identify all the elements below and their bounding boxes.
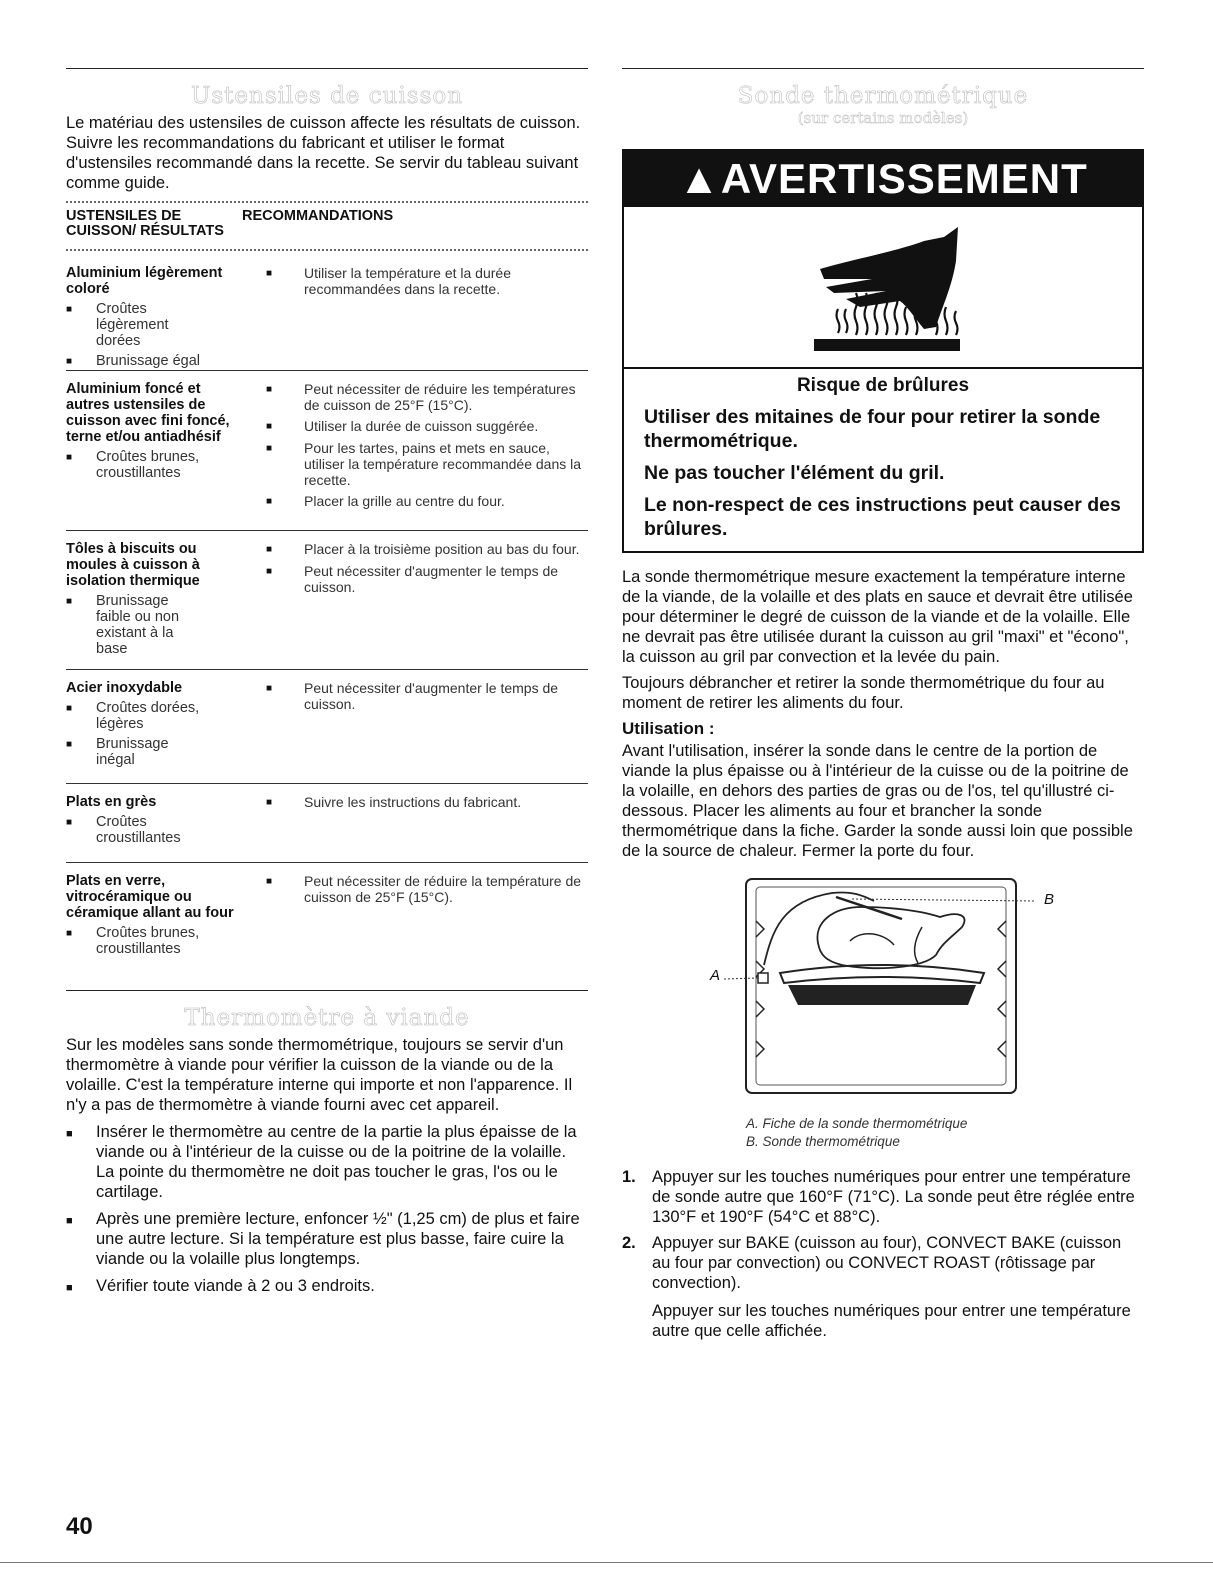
page-number: 40	[66, 1513, 93, 1540]
recommendation-text: ■ Peut nécessiter d'augmenter le temps de cuisson.	[304, 680, 559, 712]
list-item	[66, 1276, 588, 1298]
recommendation-item	[266, 440, 588, 488]
result-text: ■ Croûtes brunes, croustillantes	[96, 925, 200, 957]
recommendation-item	[266, 265, 588, 297]
list-item	[622, 1167, 1144, 1227]
table-cell-material	[66, 873, 266, 981]
result-item	[66, 814, 266, 846]
burn-hazard-pictogram	[624, 207, 1142, 369]
table-cell-material	[66, 680, 266, 774]
recommendation-item	[266, 794, 588, 811]
table-header	[66, 203, 588, 247]
warning-line: Ne pas toucher l'élément du gril.	[644, 462, 945, 484]
material-name: Plats en grès	[66, 794, 157, 810]
result-item	[66, 449, 266, 481]
list-item-continuation	[622, 1301, 1144, 1341]
figure-label-b: B	[1044, 891, 1055, 908]
result-item	[66, 593, 266, 657]
list-item	[622, 1233, 1144, 1293]
hand-over-heat-icon	[624, 207, 1142, 367]
result-text: ■ Brunissage faible ou non existant à la base	[96, 593, 180, 657]
recommendation-text: ■ Utiliser la température et la durée recommandées dans la recette.	[304, 265, 511, 297]
material-name: Acier inoxydable	[66, 680, 183, 696]
table-cell-recommendations	[266, 541, 588, 660]
list-item-text: ■ Vérifier toute viande à 2 ou 3 endroits.	[96, 1277, 375, 1295]
result-item	[66, 736, 266, 768]
oven-probe-illustration	[622, 871, 1144, 1111]
table-row	[66, 670, 588, 784]
material-name: Aluminium foncé et autres ustensiles de cuisson avec fini foncé, terne et/ou antiadhésif	[66, 381, 230, 445]
result-text: ■ Croûtes légèrement dorées	[96, 301, 169, 349]
recommendation-text: ■ Pour les tartes, pains et mets en sauce, utiliser la température recommandée dans la recette.	[304, 440, 582, 488]
left-column	[66, 68, 588, 1298]
recommendation-item	[266, 381, 588, 413]
top-rule	[66, 68, 588, 69]
table-row	[66, 784, 588, 863]
result-item	[66, 925, 266, 957]
figure-caption-b: B. Sonde thermométrique	[746, 1134, 900, 1149]
bottom-rule	[0, 1562, 1213, 1563]
table-cell-material	[66, 794, 266, 853]
warning-risk: Risque de brûlures	[796, 375, 970, 396]
material-name: Aluminium légèrement coloré	[66, 265, 223, 297]
warning-line: Utiliser des mitaines de four pour retirer la sonde thermométrique.	[644, 406, 1101, 452]
table-header-col2: RECOMMANDATIONS	[242, 208, 394, 224]
section-title-meat-thermometer: Thermomètre à viande	[184, 1005, 470, 1031]
warning-line: Le non-respect de ces instructions peut causer des brûlures.	[644, 494, 1121, 540]
steps-list	[622, 1167, 1144, 1341]
table-cell-material	[66, 381, 266, 521]
step-indent	[622, 1301, 652, 1341]
warning-header	[624, 151, 1142, 207]
table-cell-recommendations	[266, 265, 588, 361]
recommendation-item	[266, 418, 588, 435]
result-item	[66, 301, 266, 349]
material-name: Plats en verre, vitrocéramique ou céramique allant au four	[66, 873, 234, 921]
result-text: ■ Croûtes croustillantes	[96, 814, 181, 846]
recommendation-text: ■ Peut nécessiter d'augmenter le temps de cuisson.	[304, 563, 559, 595]
probe-description: La sonde thermométrique mesure exactement la température interne de la viande, de la volaille et des plats en sauce et devrait être utilisée pour déterminer le degré de cuisson de la viande et de la volaille. Elle ne devrait pas être utilisée durant la cuisson au gril "maxi" et "écono", la cuisson au gril par convection et la levée du pain.	[622, 568, 1133, 666]
recommendation-text: ■ Utiliser la durée de cuisson suggérée.	[304, 418, 539, 434]
list-item-text: ■ Insérer le thermomètre au centre de la partie la plus épaisse de la viande ou à l'intérieur de la cuisse ou de la poitrine de la volaille. La pointe du thermomètre ne doit pas toucher le gras, l'os ou le cartilage.	[96, 1123, 577, 1201]
warning-heading: AVERTISSEMENT	[720, 155, 1088, 202]
warning-box	[622, 149, 1144, 553]
recommendation-text: ■ Peut nécessiter de réduire les températures de cuisson de 25°F (15°C).	[304, 381, 576, 413]
warning-triangle-icon: ▲	[678, 155, 721, 202]
cookware-intro: Le matériau des ustensiles de cuisson affecte les résultats de cuisson. Suivre les recommandations du fabricant et utiliser le format d'ustensiles recommandé dans la recette. Se servir du tableau suivant comme guide.	[66, 114, 581, 192]
probe-removal-note: Toujours débrancher et retirer la sonde thermométrique du four au moment de retirer les aliments du four.	[622, 674, 1105, 712]
list-item-text: ■ Après une première lecture, enfoncer ½" (1,25 cm) de plus et faire une autre lecture. Si la température est plus basse, faire cuire la viande ou la volaille plus longtemps.	[96, 1210, 580, 1268]
table-row	[66, 255, 588, 371]
table-row	[66, 531, 588, 670]
table-cell-recommendations	[266, 873, 588, 981]
section-subtitle: (sur certains modèles)	[797, 109, 969, 127]
figure-label-a: A	[710, 967, 721, 984]
result-item	[66, 353, 266, 370]
recommendation-text: ■ Placer à la troisième position au bas du four.	[304, 541, 580, 557]
table-header-divider	[66, 249, 588, 251]
step-text: Appuyer sur les touches numériques pour entrer une température autre que celle affichée.	[652, 1302, 1131, 1340]
result-text: ■ Croûtes brunes, croustillantes	[96, 449, 200, 481]
step-text: Appuyer sur BAKE (cuisson au four), CONVECT BAKE (cuisson au four par convection) ou CONVECT ROAST (rôtissage par convection).	[652, 1234, 1122, 1292]
probe-figure	[622, 871, 1144, 1119]
usage-instructions: Avant l'utilisation, insérer la sonde dans le centre de la portion de viande la plus épaisse ou à l'intérieur de la cuisse ou de la poitrine de la volaille, en dehors des parties de gras ou de l'os, tel qu'illustré ci-dessous. Placer les aliments au four et brancher la sonde thermométrique dans la fiche. Garder la sonde aussi loin que possible de la source de chaleur. Fermer la porte du four.	[622, 742, 1133, 860]
table-row	[66, 863, 588, 991]
recommendation-item	[266, 541, 588, 558]
right-column	[622, 68, 1144, 1341]
step-number: 2.	[622, 1234, 636, 1252]
list-item	[66, 1122, 588, 1202]
top-rule	[622, 68, 1144, 69]
result-text: ■ Brunissage inégal	[96, 736, 169, 768]
recommendation-text: ■ Peut nécessiter de réduire la température de cuisson de 25°F (15°C).	[304, 873, 582, 905]
table-cell-material	[66, 541, 266, 660]
warning-text	[624, 369, 1142, 551]
figure-caption-a: A. Fiche de la sonde thermométrique	[746, 1116, 968, 1131]
section-title-probe: Sonde thermométrique	[737, 83, 1029, 109]
table-row	[66, 371, 588, 531]
usage-heading: Utilisation :	[622, 719, 715, 738]
recommendation-item	[266, 493, 588, 510]
recommendation-text: ■ Suivre les instructions du fabricant.	[304, 794, 522, 810]
step-text: Appuyer sur les touches numériques pour entrer une température de sonde autre que 160°F (71°C). La sonde peut être réglée entre 130°F et 190°F (54°C et 88°C).	[652, 1168, 1135, 1226]
thermometer-bullets	[66, 1122, 588, 1298]
table-cell-material	[66, 265, 266, 369]
cookware-table	[66, 255, 588, 991]
result-text: ■ Brunissage égal	[96, 353, 200, 369]
table-cell-recommendations	[266, 381, 588, 521]
section-title-cookware: Ustensiles de cuisson	[190, 83, 464, 109]
thermometer-intro: Sur les modèles sans sonde thermométrique, toujours se servir d'un thermomètre à viande pour vérifier la cuisson de la viande ou de la volaille. C'est la température interne qui importe et non l'apparence. Il n'y a pas de thermomètre à viande fourni avec cet appareil.	[66, 1036, 573, 1114]
table-cell-recommendations	[266, 794, 588, 853]
material-name: Tôles à biscuits ou moules à cuisson à isolation thermique	[66, 541, 200, 589]
table-header-col1: USTENSILES DE CUISSON/ RÉSULTATS	[66, 208, 224, 239]
table-cell-recommendations	[266, 680, 588, 774]
list-item	[66, 1209, 588, 1269]
recommendation-item	[266, 873, 588, 905]
recommendation-item	[266, 680, 588, 712]
result-text: ■ Croûtes dorées, légères	[96, 700, 200, 732]
recommendation-text: ■ Placer la grille au centre du four.	[304, 493, 505, 509]
step-number: 1.	[622, 1168, 636, 1186]
recommendation-item	[266, 563, 588, 595]
result-item	[66, 700, 266, 732]
